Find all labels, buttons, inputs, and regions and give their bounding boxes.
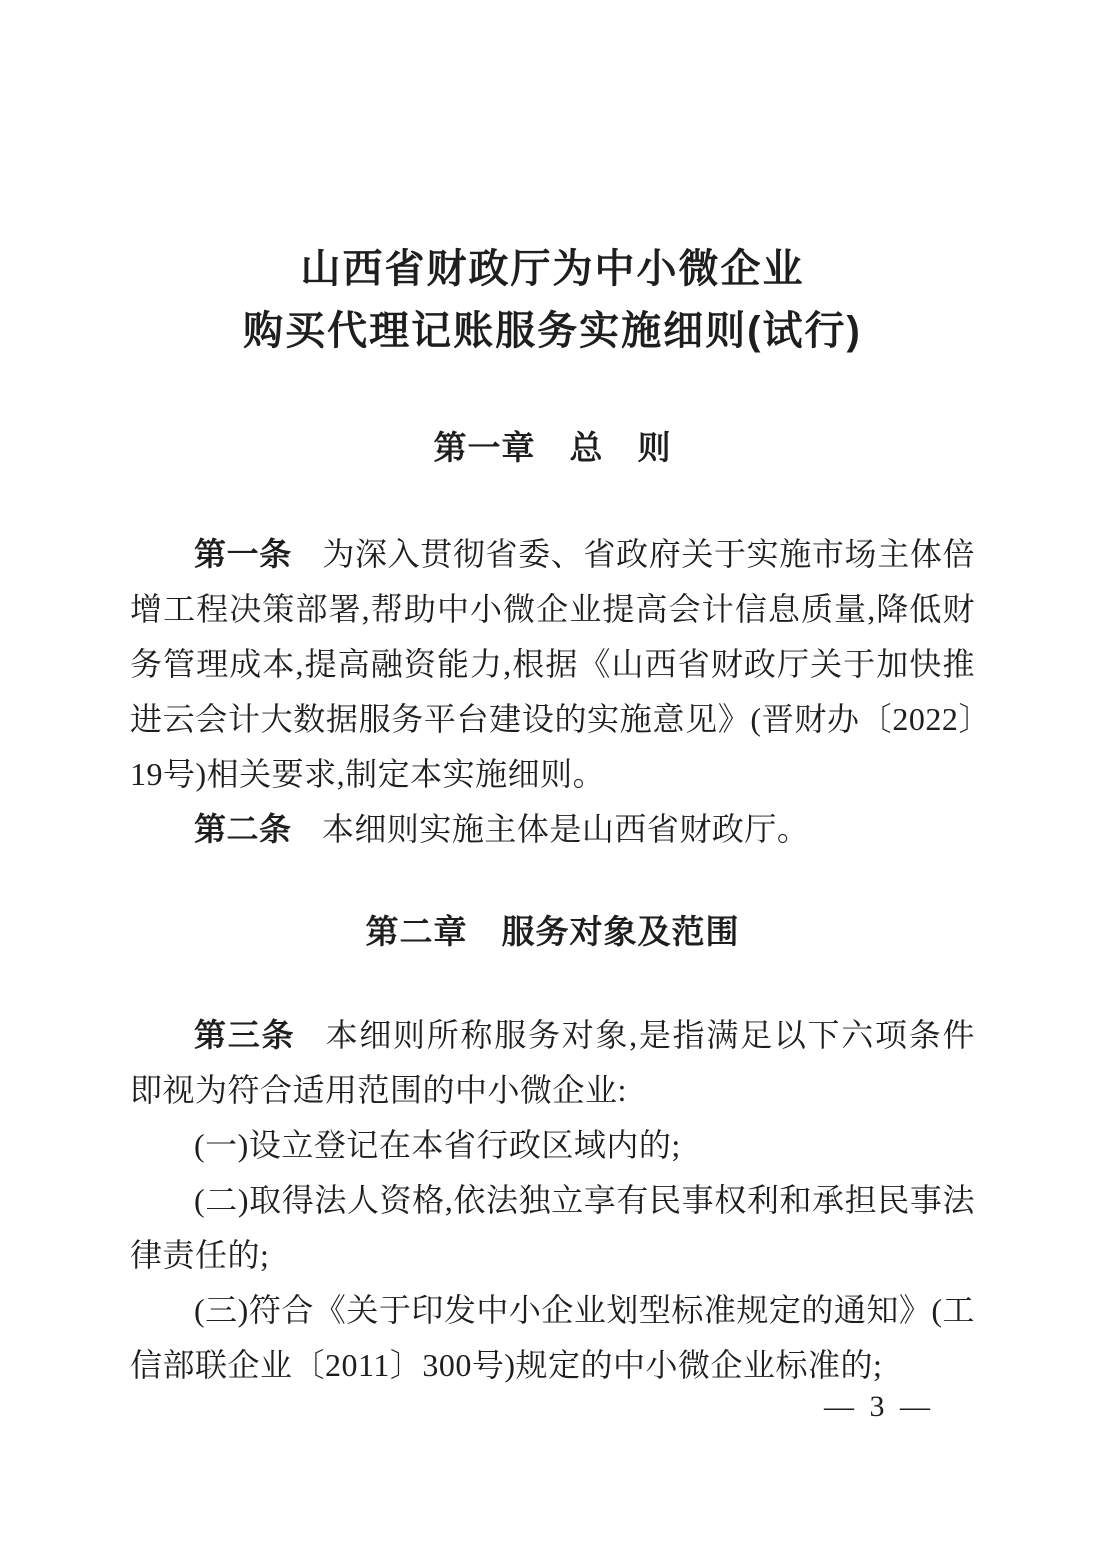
article-3-paragraph xyxy=(130,1008,975,1118)
document-title-line-2: 购买代理记账服务实施细则(试行) xyxy=(243,309,862,353)
chapter-1-body xyxy=(130,527,975,857)
article-1-label: 第一条 xyxy=(194,536,292,572)
article-3-text: 本细则所称服务对象,是指满足以下六项条件即视为符合适用范围的中小微企业: xyxy=(130,1017,975,1108)
article-1-paragraph xyxy=(130,527,975,802)
clause-item-1: (一)设立登记在本省行政区域内的; xyxy=(194,1127,681,1163)
clause-item-3: (三)符合《关于印发中小企业划型标准规定的通知》(工信部联企业〔2011〕300号)规定的中小微企业标准的; xyxy=(130,1292,975,1383)
article-1-text: 为深入贯彻省委、省政府关于实施市场主体倍增工程决策部署,帮助中小微企业提高会计信息质量,降低财务管理成本,提高融资能力,根据《山西省财政厅关于加快推进云会计大数据服务平台建设的实施意见》(晋财办〔2022〕19号)相关要求,制定本实施细则。 xyxy=(130,536,975,792)
document-title xyxy=(130,238,975,362)
chapter-2-heading: 第二章 服务对象及范围 xyxy=(365,913,740,950)
chapter-2-body xyxy=(130,1008,975,1393)
chapter-1-heading: 第一章 总 则 xyxy=(433,429,672,466)
clause-item-2: (二)取得法人资格,依法独立享有民事权利和承担民事法律责任的; xyxy=(130,1182,975,1273)
page-number: — 3 — xyxy=(824,1390,934,1423)
document-title-line-1: 山西省财政厅为中小微企业 xyxy=(300,247,805,291)
article-3-label: 第三条 xyxy=(194,1017,296,1053)
article-2-label: 第二条 xyxy=(194,811,292,847)
article-2-paragraph xyxy=(130,802,975,857)
article-2-text: 本细则实施主体是山西省财政厅。 xyxy=(321,811,810,847)
